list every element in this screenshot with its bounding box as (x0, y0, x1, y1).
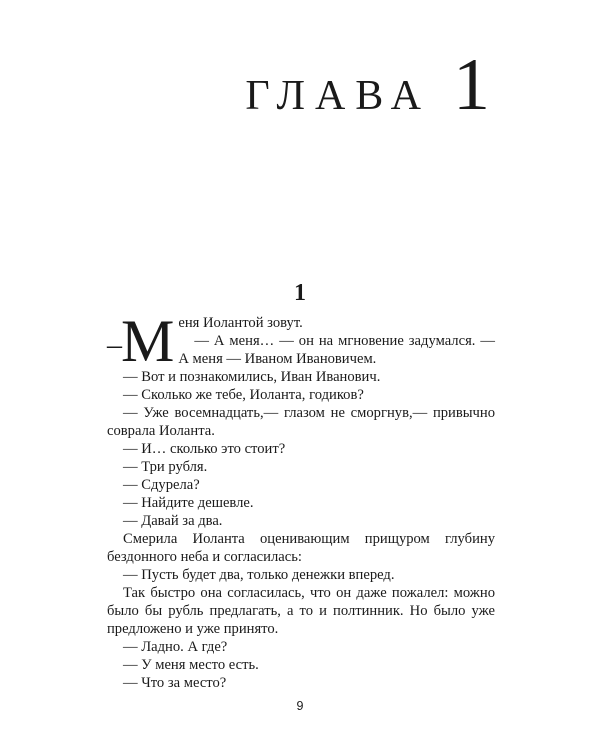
chapter-heading (245, 44, 490, 126)
paragraph: Смерила Иоланта оценивающим прищуром глубину бездонного неба и согласилась: (107, 531, 495, 565)
section-number: 1 (294, 280, 306, 306)
paragraph: еня Иолантой зовут. (178, 315, 303, 331)
paragraph: Так быстро она согласилась, что он даже пожалел: можно было бы рубль предлагать, а то и полтинник. Но было уже предложено и уже принято. (107, 585, 495, 637)
paragraph: — Сдурела? (123, 477, 200, 493)
paragraph: — И… сколько это стоит? (123, 441, 286, 457)
body-text (107, 308, 495, 692)
page-number: 9 (296, 699, 304, 713)
paragraph: — Три рубля. (123, 459, 208, 475)
chapter-word: ГЛАВА (245, 73, 431, 119)
paragraph: — Вот и познакомились, Иван Иванович. (123, 369, 381, 385)
paragraph: — А меня… — он на мгновение задумался. — А меня — Иваном Ивановичем. (178, 333, 495, 367)
paragraph: — Сколько же тебе, Иоланта, годиков? (123, 387, 364, 403)
paragraph: — Найдите дешевле. (123, 495, 254, 511)
paragraph: — У меня место есть. (123, 657, 259, 673)
paragraph: — Пусть будет два, только денежки вперед. (123, 567, 395, 583)
paragraph: — Ладно. А где? (123, 639, 228, 655)
drop-cap-dash: – (107, 328, 122, 361)
drop-cap (107, 308, 175, 374)
chapter-number: 1 (453, 44, 490, 126)
paragraph: — Что за место? (123, 675, 227, 691)
paragraph: — Уже восемнадцать,— глазом не сморгнув,— привычно соврала Иоланта. (107, 405, 495, 439)
paragraph: — Давай за два. (123, 513, 223, 529)
drop-cap-letter: М (121, 308, 175, 374)
